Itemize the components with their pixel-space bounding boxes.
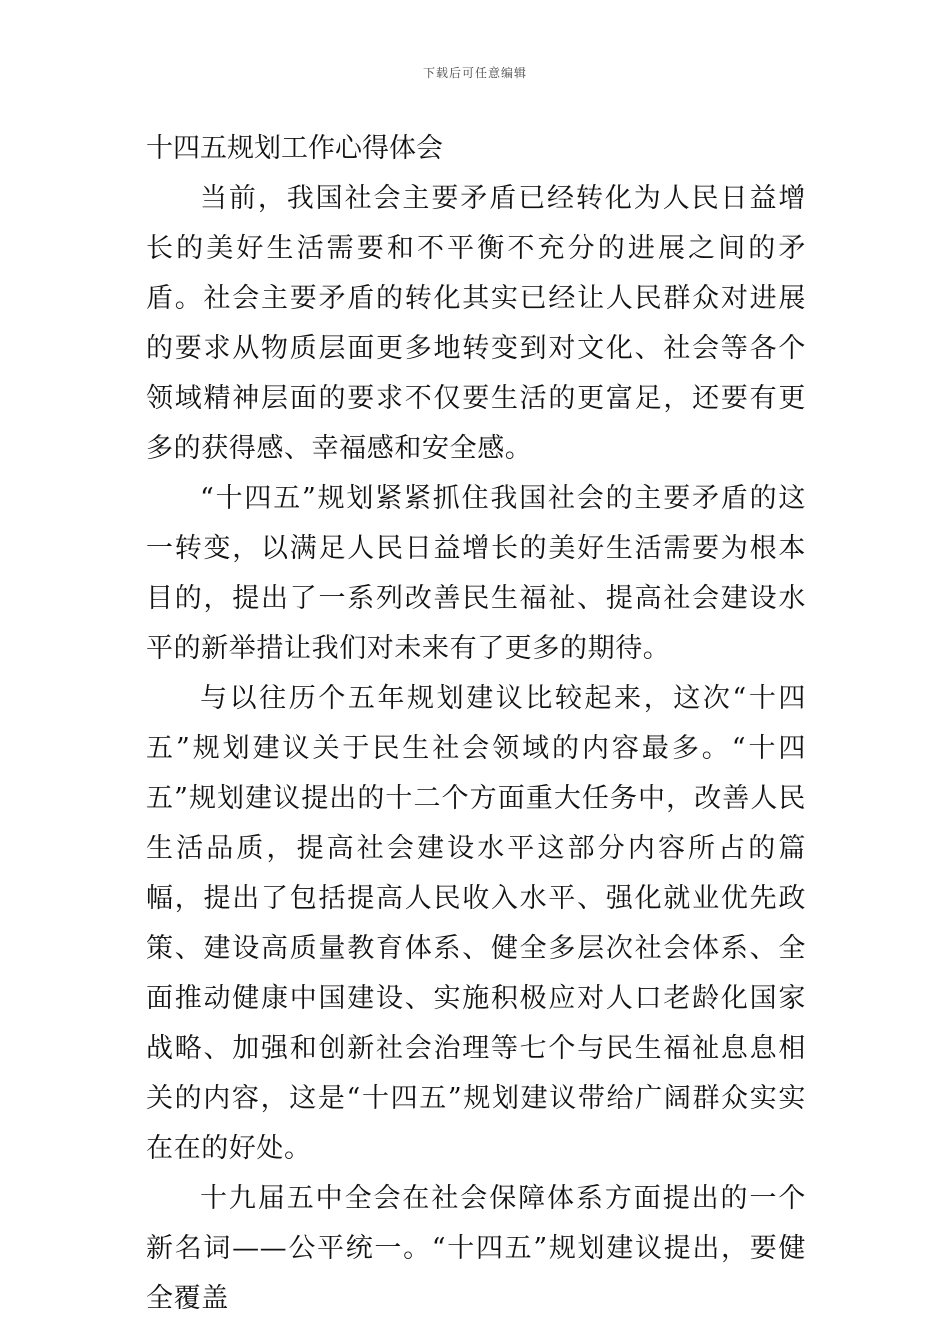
- document-body: [146, 124, 806, 1324]
- paragraph-1: 当前，我国社会主要矛盾已经转化为人民日益增长的美好生活需要和不平衡不充分的进展之间的矛盾。社会主要矛盾的转化其实已经让人民群众对进展的要求从物质层面更多地转变到对文化、社会等各个领域精神层面的要求不仅要生活的更富足，还要有更多的获得感、幸福感和安全感。: [146, 183, 806, 464]
- paragraph-4: 十九届五中全会在社会保障体系方面提出的一个新名词——公平统一。“十四五”规划建议提出，要健全覆盖: [146, 1183, 806, 1314]
- document-title: 十四五规划工作心得体会: [146, 133, 443, 164]
- paragraph-2: “十四五”规划紧紧抓住我国社会的主要矛盾的这一转变，以满足人民日益增长的美好生活需要为根本目的，提出了一系列改善民生福祉、提高社会建设水平的新举措让我们对未来有了更多的期待。: [146, 483, 806, 664]
- paragraph-3: 与以往历个五年规划建议比较起来，这次“十四五”规划建议关于民生社会领域的内容最多。“十四五”规划建议提出的十二个方面重大任务中，改善人民生活品质，提高社会建设水平这部分内容所占的篇幅，提出了包括提高人民收入水平、强化就业优先政策、建设高质量教育体系、健全多层次社会体系、全面推动健康中国建设、实施积极应对人口老龄化国家战略、加强和创新社会治理等七个与民生福祉息息相关的内容，这是“十四五”规划建议带给广阔群众实实在在的好处。: [146, 683, 806, 1164]
- header-note: 下载后可任意编辑: [422, 66, 527, 80]
